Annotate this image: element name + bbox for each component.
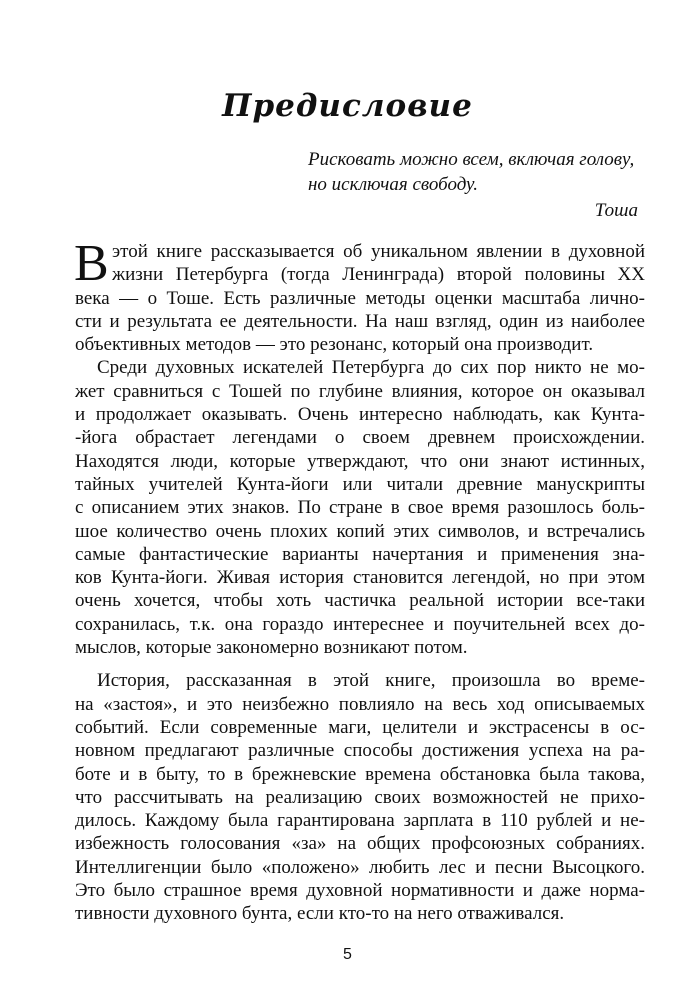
text-line: Находятся люди, которые утверждают, что они знают истинных, xyxy=(75,450,645,472)
text-line: Среди духовных искателей Петербурга до сих пор никто не мо- xyxy=(97,357,645,379)
text-line: и продолжает оказывать. Очень интересно наблюдать, как Кунта- xyxy=(75,404,645,426)
drop-cap: В xyxy=(74,235,109,292)
text-line: событий. Если современные маги, целители и экстрасенсы в ос- xyxy=(75,716,645,738)
text-line: ков Кунта-йоги. Живая история становится легендой, но при этом xyxy=(75,567,645,589)
text-line: на «застоя», и это неизбежно повлияло на весь ход описываемых xyxy=(75,693,645,715)
text-line: века — о Тоше. Есть различные методы оценки масштаба лично- xyxy=(75,287,645,309)
paragraph-3 xyxy=(75,669,645,925)
text-line: шое количество очень плохих копий этих символов, и встречались xyxy=(75,520,645,542)
text-line: избежность голосования «за» на общих профсоюзных собраниях. xyxy=(75,833,645,855)
epigraph-line: но исключая свободу. xyxy=(308,174,479,195)
text-line: очень хочется, чтобы хоть частичка реальной истории все-таки xyxy=(75,590,645,612)
paragraph-1 xyxy=(74,235,645,356)
text-line: Это было страшное время духовной нормативности и даже норма- xyxy=(75,880,645,902)
text-line: с описанием этих знаков. По стране в свое время разошлось боль- xyxy=(75,497,645,519)
text-line: Интеллигенции было «положено» любить лес и песни Высоцкого. xyxy=(75,856,645,878)
text-line: что рассчитывать на реализацию своих возможностей не прихо- xyxy=(75,786,645,808)
text-line: мыслов, которые закономерно возникают потом. xyxy=(75,637,468,659)
paragraph-2 xyxy=(75,356,645,659)
text-line: новном предлагают различные способы достижения успеха на ра- xyxy=(75,740,645,762)
text-line: История, рассказанная в этой книге, произошла во време- xyxy=(97,670,645,692)
text-line: этой книге рассказывается об уникальном явлении в духовной xyxy=(112,241,645,262)
text-line: жет сравниться с Тошей по глубине влияния, которое он оказывал xyxy=(75,380,645,402)
epigraph-line: Рисковать можно всем, включая голову, xyxy=(308,149,635,170)
epigraph-author: Тоша xyxy=(594,200,638,221)
text-line: тайных учителей Кунта-йоги или читали древние манускрипты xyxy=(75,473,645,495)
text-line: -йога обрастает легендами о своем древнем происхождении. xyxy=(75,427,645,449)
text-line: сти и результата ее деятельности. На наш взгляд, один из наиболее xyxy=(75,310,645,332)
text-line: тивности духовного бунта, если кто-то на него отваживался. xyxy=(75,903,565,925)
page-number: 5 xyxy=(343,946,352,963)
text-line: жизни Петербурга (тогда Ленинграда) второй половины XX xyxy=(112,264,645,286)
text-line: дилось. Каждому была гарантирована зарплата в 110 рублей и не- xyxy=(75,810,645,832)
text-line: сохранилась, т.к. она гораздо интереснее и поучительней всех до- xyxy=(75,613,645,635)
text-line: самые фантастические варианты начертания и применения зна- xyxy=(75,543,645,565)
body-text xyxy=(74,235,645,926)
epigraph xyxy=(308,147,638,223)
chapter-title: Предисловие xyxy=(222,88,473,124)
text-line: объективных методов — это резонанс, который она производит. xyxy=(75,334,594,356)
text-line: боте и в быту, то в брежневские времена обстановка была такова, xyxy=(75,763,645,785)
paragraph-gap xyxy=(75,659,645,669)
